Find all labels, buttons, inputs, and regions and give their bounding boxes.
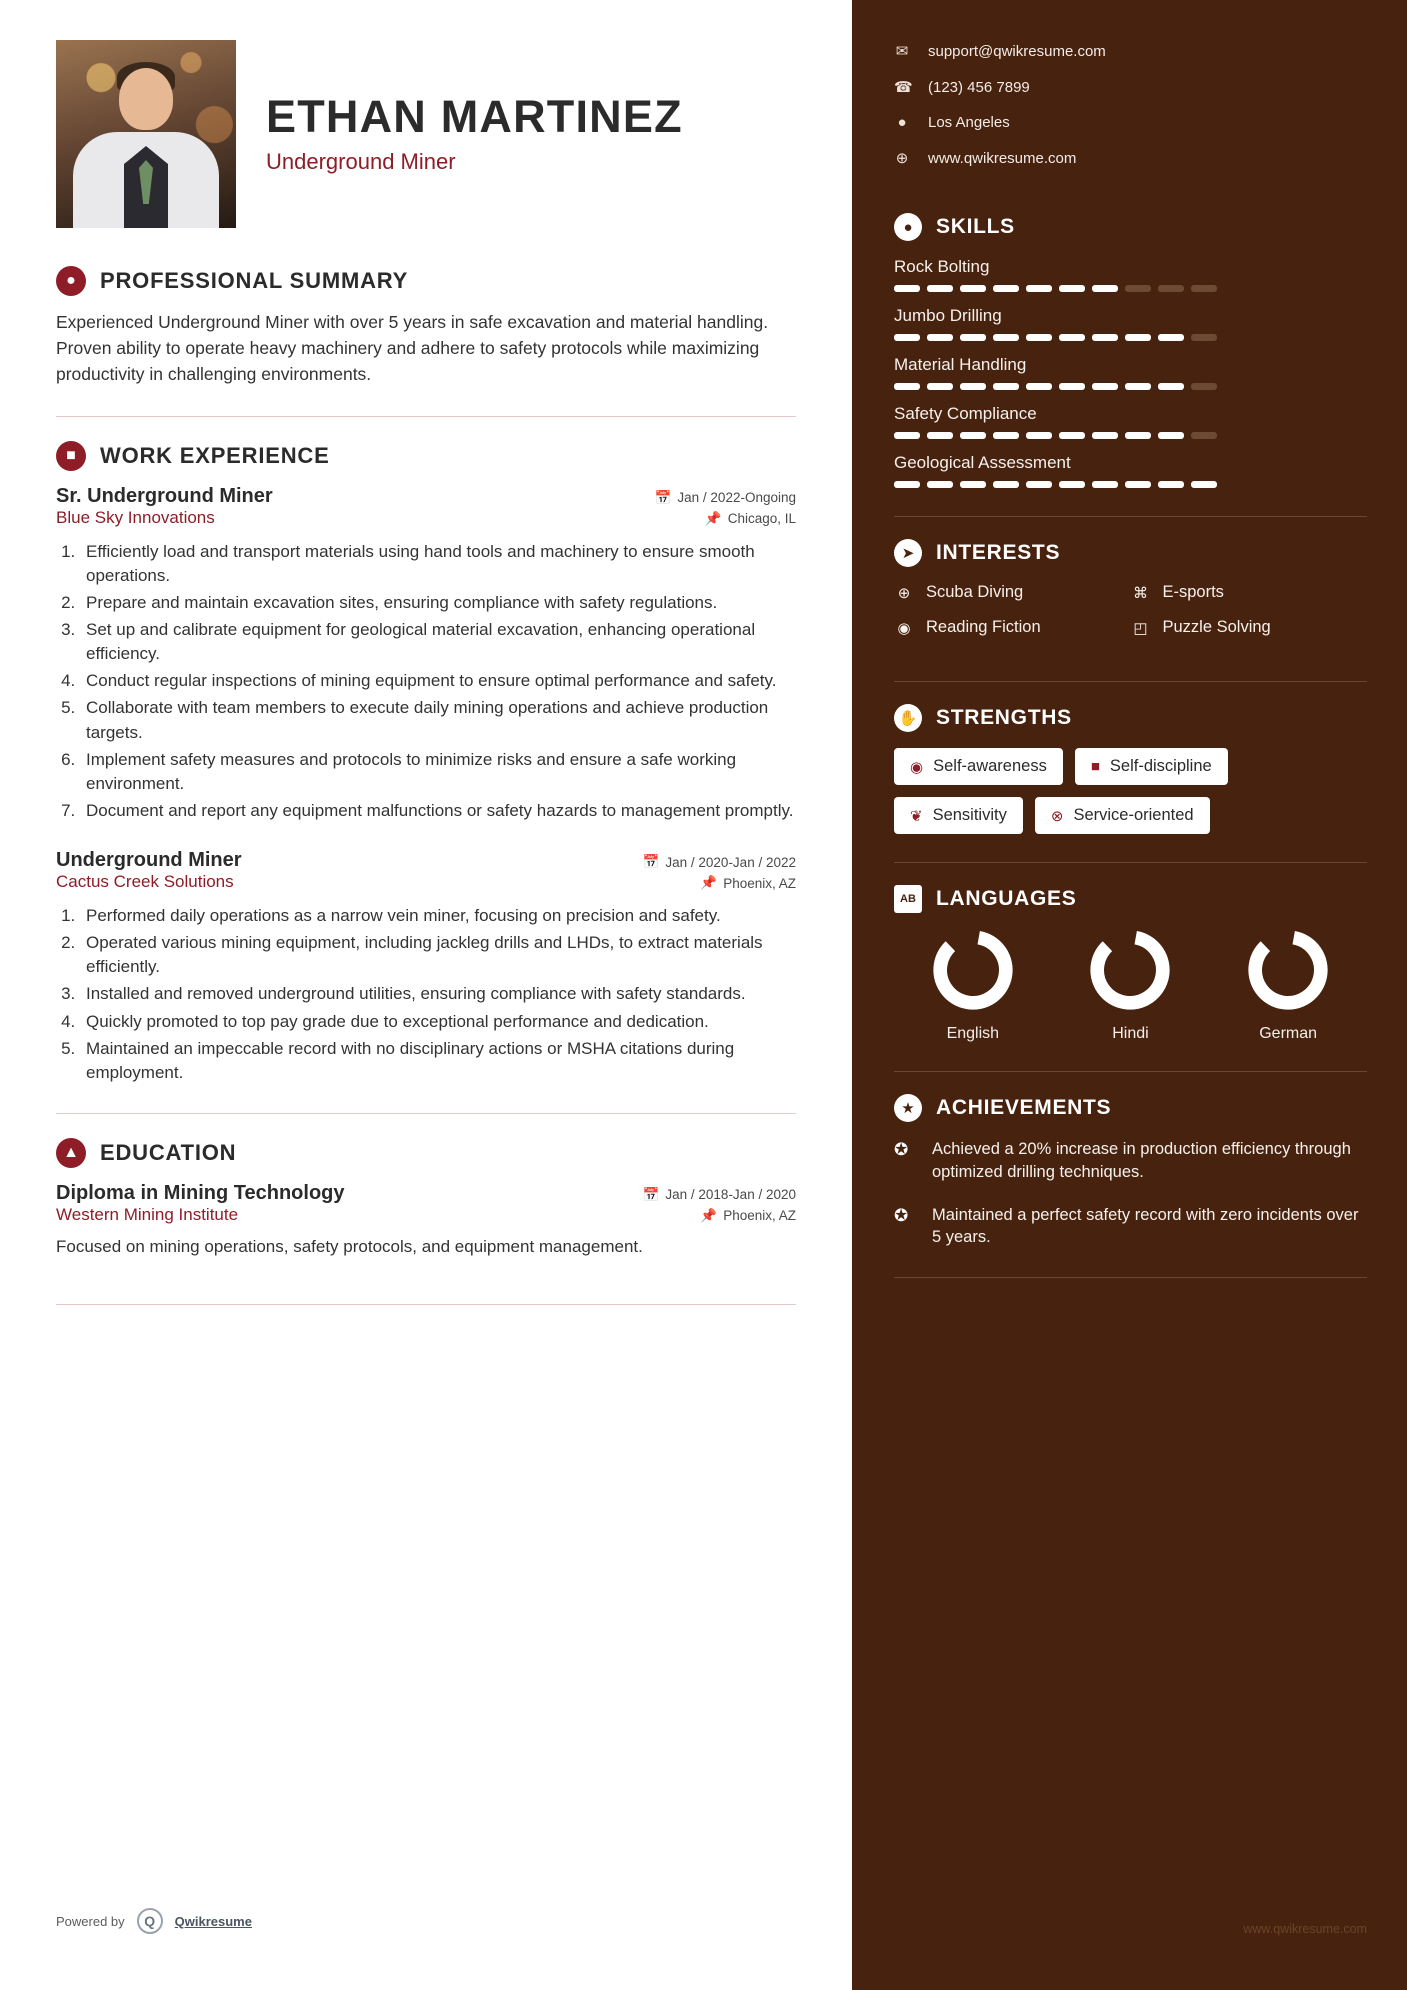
skill-item: [894, 355, 1367, 390]
skill-dash: [1026, 432, 1052, 439]
list-item: 1. Performed daily operations as a narrow vein miner, focusing on precision and safety.: [80, 904, 796, 928]
footer-brand-link[interactable]: Qwikresume: [174, 1913, 252, 1929]
strengths-list: [894, 748, 1367, 834]
contact-phone-text: (123) 456 7899: [928, 78, 1030, 96]
language-item: [1089, 929, 1171, 1043]
list-item: 3. Set up and calibrate equipment for geological material excavation, enhancing operational efficiency.: [80, 618, 796, 666]
skill-item: [894, 306, 1367, 341]
strength-item: [1075, 748, 1228, 785]
skill-dash: [960, 383, 986, 390]
lock-icon: ■: [1090, 758, 1100, 775]
work-item: [56, 849, 796, 1085]
glasses-icon: ◉: [897, 619, 911, 637]
interest-item: [894, 583, 1131, 602]
person-circle-icon: ●: [56, 266, 86, 296]
interest-label: Scuba Diving: [926, 583, 1024, 601]
strength-item: [894, 797, 1023, 834]
education-dates: Jan / 2018-Jan / 2020: [665, 1187, 796, 1203]
achievement-text: Maintained a perfect safety record with zero incidents over 5 years.: [932, 1205, 1359, 1247]
skill-dash: [1059, 383, 1085, 390]
location-pin-icon: 📌: [704, 510, 722, 526]
list-item: 7. Document and report any equipment malfunctions or safety hazards to management promptly.: [80, 799, 796, 823]
education-degree: Diploma in Mining Technology: [56, 1181, 345, 1204]
qwikresume-logo-icon: Q: [137, 1908, 163, 1934]
interests-list: [894, 583, 1367, 653]
skill-dash: [1125, 285, 1151, 292]
section-education: [56, 1138, 796, 1260]
divider: [56, 1304, 796, 1305]
contact-list: [894, 42, 1367, 167]
divider: [56, 1113, 796, 1114]
location-pin-icon: ●: [897, 114, 907, 131]
skill-dash: [1092, 334, 1118, 341]
skill-dash: [1026, 285, 1052, 292]
education-dates-wrap: [643, 1187, 796, 1203]
education-location: Phoenix, AZ: [723, 1208, 796, 1224]
calendar-icon: 📅: [654, 489, 672, 505]
graduation-cap-icon: ▲: [56, 1138, 86, 1168]
skill-dash: [927, 334, 953, 341]
education-heading: [56, 1138, 796, 1168]
achievement-text: Achieved a 20% increase in production efficiency through optimized drilling techniques.: [932, 1140, 1351, 1181]
interest-item: [894, 618, 1131, 637]
contact-location-text: Los Angeles: [928, 114, 1010, 131]
skill-item: [894, 404, 1367, 439]
skill-item: [894, 257, 1367, 292]
skill-dash: [1191, 334, 1217, 341]
person-circle-icon: ◉: [910, 758, 924, 776]
abc-icon: AB: [894, 885, 922, 913]
section-interests: [894, 539, 1367, 653]
handshake-icon: ⊗: [1050, 807, 1064, 825]
skill-dash: [1059, 285, 1085, 292]
star-badge-icon: ★: [894, 1094, 922, 1122]
skill-dash: [1158, 481, 1184, 488]
divider: [894, 862, 1367, 863]
location-pin-icon: 📌: [700, 875, 718, 891]
list-item: 3. Installed and removed underground utilities, ensuring compliance with safety standards.: [80, 982, 796, 1006]
divider: [894, 1277, 1367, 1278]
resume-header: [56, 40, 796, 228]
contact-website-text: www.qwikresume.com: [928, 149, 1077, 167]
interest-item: [1131, 618, 1368, 637]
skill-name: Jumbo Drilling: [894, 306, 1002, 325]
skill-dash: [960, 481, 986, 488]
skill-dash: [1191, 481, 1217, 488]
skill-dash: [1125, 383, 1151, 390]
strength-label: Self-discipline: [1109, 757, 1212, 775]
skill-dash: [1191, 285, 1217, 292]
work-item-row-1: [56, 849, 796, 872]
skill-name: Rock Bolting: [894, 257, 990, 276]
skill-dash: [927, 432, 953, 439]
skill-dash: [1092, 481, 1118, 488]
skill-dash: [894, 481, 920, 488]
language-name: Hindi: [1112, 1025, 1149, 1042]
skill-level-meter: [894, 481, 1367, 488]
skill-dash: [993, 334, 1019, 341]
work-role: Underground Miner: [56, 849, 242, 872]
skill-dash: [1092, 383, 1118, 390]
skill-dash: [1125, 481, 1151, 488]
skill-dash: [1059, 334, 1085, 341]
contact-email[interactable]: [894, 42, 1367, 60]
interest-item: [1131, 583, 1368, 602]
skill-dash: [960, 285, 986, 292]
right-column: [852, 0, 1407, 1990]
skill-dash: [1026, 334, 1052, 341]
strength-item: [1035, 797, 1210, 834]
globe-icon: ⊕: [897, 584, 911, 602]
ribbon-icon: ✪: [894, 1205, 909, 1225]
language-item: [932, 929, 1014, 1043]
skills-list: [894, 257, 1367, 488]
list-item: 4. Quickly promoted to top pay grade due to exceptional performance and dedication.: [80, 1010, 796, 1034]
section-languages: [894, 885, 1367, 1043]
achievement-item: [894, 1204, 1367, 1250]
work-bullets: [80, 904, 796, 1085]
education-row-1: [56, 1182, 796, 1205]
gamepad-icon: ⌘: [1133, 584, 1148, 602]
ribbon-icon: ✪: [894, 1140, 909, 1159]
summary-title: PROFESSIONAL SUMMARY: [100, 268, 409, 293]
interest-label: E-sports: [1162, 583, 1224, 601]
skill-dash: [927, 481, 953, 488]
work-location-wrap: [700, 875, 796, 891]
skill-dash: [1059, 481, 1085, 488]
paper-plane-icon: ➤: [894, 539, 922, 567]
section-skills: [894, 213, 1367, 488]
education-description: Focused on mining operations, safety protocols, and equipment management.: [56, 1236, 643, 1256]
contact-email-text: support@qwikresume.com: [928, 42, 1106, 60]
phone-icon: ☎: [894, 79, 913, 96]
location-pin-icon: 📌: [700, 1207, 718, 1223]
skill-name: Geological Assessment: [894, 453, 1071, 472]
skill-dash: [1125, 334, 1151, 341]
fist-icon: ✋: [894, 704, 922, 732]
skill-dash: [1191, 432, 1217, 439]
work-item-row-2: [56, 872, 796, 892]
footer-powered-label: Powered by: [56, 1913, 125, 1929]
skill-dash: [1059, 432, 1085, 439]
skill-dash: [1092, 432, 1118, 439]
skill-dash: [927, 285, 953, 292]
list-item: 5. Maintained an impeccable record with no disciplinary actions or MSHA citations during employment.: [80, 1037, 796, 1085]
footer-branding: [56, 1908, 252, 1934]
strength-label: Self-awareness: [933, 757, 1047, 775]
contact-location: [894, 114, 1367, 131]
list-item: 2. Operated various mining equipment, including jackleg drills and LHDs, to extract materials efficiently.: [80, 931, 796, 979]
photo-head: [119, 68, 173, 130]
envelope-icon: ✉: [895, 43, 909, 60]
skill-dash: [1158, 432, 1184, 439]
briefcase-icon: ■: [56, 441, 86, 471]
profile-photo: [56, 40, 236, 228]
work-item-row-2: [56, 508, 796, 528]
language-progress-ring: [932, 929, 1014, 1011]
skills-heading: [894, 213, 1367, 241]
calendar-icon: 📅: [642, 1186, 660, 1202]
candidate-job-title: Underground Miner: [266, 148, 456, 174]
language-progress-ring: [1247, 929, 1329, 1011]
skill-dash: [894, 383, 920, 390]
divider: [56, 416, 796, 417]
divider: [894, 1071, 1367, 1072]
puzzle-icon: ◰: [1133, 619, 1148, 637]
work-dates-wrap: [643, 854, 796, 870]
skill-dash: [1026, 383, 1052, 390]
work-dates: Jan / 2020-Jan / 2022: [665, 854, 796, 870]
skill-level-meter: [894, 383, 1367, 390]
work-company: Blue Sky Innovations: [56, 507, 215, 527]
list-item: 4. Conduct regular inspections of mining equipment to ensure optimal performance and safety.: [80, 669, 796, 693]
work-bullets: [80, 540, 796, 823]
achievements-title: ACHIEVEMENTS: [936, 1096, 1112, 1119]
language-progress-ring: [1089, 929, 1171, 1011]
divider: [894, 516, 1367, 517]
work-item-row-1: [56, 485, 796, 508]
skill-dash: [993, 285, 1019, 292]
work-dates-wrap: [655, 490, 796, 506]
skills-title: SKILLS: [936, 215, 1015, 238]
skill-dash: [1092, 285, 1118, 292]
skill-dash: [1026, 481, 1052, 488]
contact-phone[interactable]: [894, 78, 1367, 96]
skill-level-meter: [894, 285, 1367, 292]
strength-item: [894, 748, 1063, 785]
work-item: [56, 485, 796, 823]
calendar-icon: 📅: [642, 854, 660, 870]
skill-dash: [960, 334, 986, 341]
skill-dash: [1158, 383, 1184, 390]
list-item: 2. Prepare and maintain excavation sites, ensuring compliance with safety regulations.: [80, 591, 796, 615]
skill-dash: [927, 383, 953, 390]
skill-name: Material Handling: [894, 355, 1027, 374]
section-strengths: [894, 704, 1367, 834]
language-name: English: [946, 1025, 1000, 1042]
interest-label: Puzzle Solving: [1162, 618, 1271, 636]
list-item: 6. Implement safety measures and protocols to minimize risks and ensure a safe working environment.: [80, 748, 796, 796]
section-work-experience: [56, 441, 796, 1085]
lightbulb-icon: ●: [894, 213, 922, 241]
language-item: [1247, 929, 1329, 1043]
education-location-wrap: [700, 1208, 796, 1224]
skill-item: [894, 453, 1367, 488]
skill-dash: [993, 432, 1019, 439]
skill-dash: [1158, 334, 1184, 341]
work-company: Cactus Creek Solutions: [56, 872, 234, 892]
languages-title: LANGUAGES: [936, 887, 1077, 910]
languages-list: [894, 929, 1367, 1043]
strengths-title: STRENGTHS: [936, 706, 1072, 729]
achievements-heading: [894, 1094, 1367, 1122]
strength-label: Sensitivity: [932, 806, 1007, 824]
summary-heading: [56, 266, 796, 296]
skill-dash: [894, 285, 920, 292]
interests-title: INTERESTS: [936, 541, 1061, 564]
work-location-wrap: [705, 511, 796, 527]
name-block: [266, 93, 683, 174]
skill-dash: [894, 334, 920, 341]
skill-name: Safety Compliance: [894, 404, 1037, 423]
skill-dash: [1125, 432, 1151, 439]
strength-label: Service-oriented: [1073, 806, 1194, 824]
language-name: German: [1259, 1025, 1318, 1042]
skill-dash: [993, 481, 1019, 488]
interests-heading: [894, 539, 1367, 567]
skill-dash: [1191, 383, 1217, 390]
skill-level-meter: [894, 334, 1367, 341]
contact-website[interactable]: [894, 149, 1367, 167]
work-role: Sr. Underground Miner: [56, 484, 273, 507]
education-school: Western Mining Institute: [56, 1204, 239, 1224]
leaf-icon: ❦: [910, 807, 923, 825]
section-achievements: [894, 1094, 1367, 1249]
list-item: 1. Efficiently load and transport materials using hand tools and machinery to ensure smooth operations.: [80, 540, 796, 588]
work-heading: [56, 441, 796, 471]
skill-dash: [993, 383, 1019, 390]
divider: [894, 681, 1367, 682]
list-item: 5. Collaborate with team members to execute daily mining operations and achieve production targets.: [80, 696, 796, 744]
section-professional-summary: [56, 266, 796, 388]
work-location: Chicago, IL: [727, 511, 796, 527]
education-row-2: [56, 1205, 796, 1225]
work-location: Phoenix, AZ: [723, 875, 796, 891]
education-title: EDUCATION: [100, 1139, 237, 1165]
right-watermark: www.qwikresume.com: [1243, 1922, 1367, 1936]
work-title: WORK EXPERIENCE: [100, 442, 330, 468]
work-dates: Jan / 2022-Ongoing: [677, 490, 796, 506]
candidate-name: ETHAN MARTINEZ: [266, 91, 683, 143]
interest-label: Reading Fiction: [926, 618, 1041, 636]
summary-text: Experienced Underground Miner with over 5 years in safe excavation and material handling. Proven ability to operate heavy machinery and adhere to safety protocols while maximizing productivity in challenging environments.: [56, 312, 769, 384]
globe-icon: ⊕: [895, 150, 909, 167]
strengths-heading: [894, 704, 1367, 732]
achievement-item: [894, 1138, 1367, 1184]
skill-dash: [894, 432, 920, 439]
skill-dash: [1158, 285, 1184, 292]
skill-level-meter: [894, 432, 1367, 439]
skill-dash: [960, 432, 986, 439]
languages-heading: [894, 885, 1367, 913]
